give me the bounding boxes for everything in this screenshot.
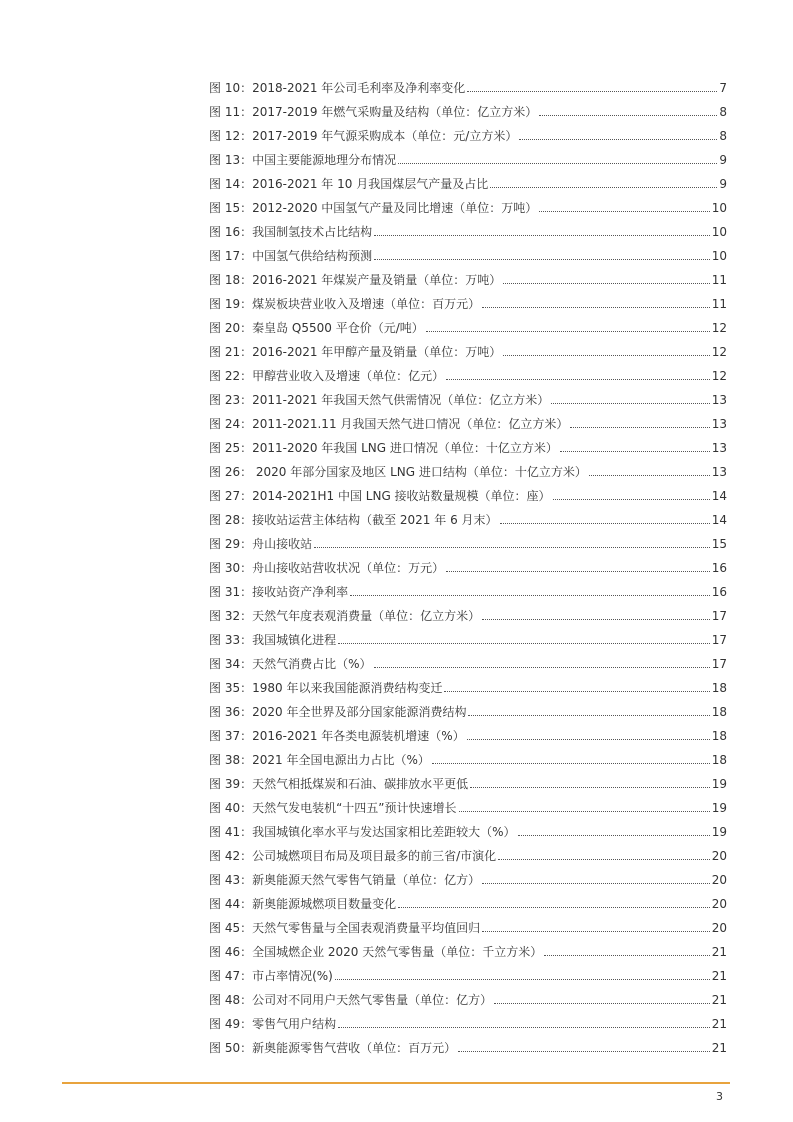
toc-entry[interactable] [209, 432, 727, 456]
toc-dot-leader [500, 522, 710, 524]
toc-dot-leader [553, 498, 710, 500]
toc-entry-page: 18 [711, 753, 727, 767]
toc-entry[interactable] [209, 120, 727, 144]
toc-entry-label: 图 10：2018-2021 年公司毛利率及净利率变化 [209, 81, 466, 95]
toc-entry-page: 19 [711, 801, 727, 815]
toc-entry[interactable] [209, 288, 727, 312]
toc-entry-page: 12 [711, 369, 727, 383]
toc-entry-label: 图 13：中国主要能源地理分布情况 [209, 153, 397, 167]
toc-entry-label: 图 28：接收站运营主体结构（截至 2021 年 6 月末） [209, 513, 498, 527]
toc-entry-label: 图 47：市占率情况(%) [209, 969, 333, 983]
toc-entry-page: 14 [711, 489, 727, 503]
toc-entry[interactable] [209, 864, 727, 888]
toc-entry-page: 7 [719, 81, 727, 95]
toc-entry-label: 图 15：2012-2020 中国氢气产量及同比增速（单位：万吨） [209, 201, 538, 215]
toc-entry[interactable] [209, 1032, 727, 1056]
toc-dot-leader [467, 738, 710, 740]
toc-entry-label: 图 29：舟山接收站 [209, 537, 313, 551]
toc-entry[interactable] [209, 552, 727, 576]
toc-entry[interactable] [209, 456, 727, 480]
toc-entry[interactable] [209, 72, 727, 96]
toc-entry[interactable] [209, 480, 727, 504]
toc-entry[interactable] [209, 528, 727, 552]
toc-entry-label: 图 46：全国城燃企业 2020 天然气零售量（单位：千立方米） [209, 945, 543, 959]
toc-dot-leader [518, 834, 710, 836]
toc-entry-page: 20 [711, 921, 727, 935]
toc-entry-label: 图 21：2016-2021 年甲醇产量及销量（单位：万吨） [209, 345, 502, 359]
toc-entry-label: 图 33：我国城镇化进程 [209, 633, 337, 647]
toc-dot-leader [539, 210, 709, 212]
toc-dot-leader [314, 546, 710, 548]
toc-entry-label: 图 34：天然气消费占比（%） [209, 657, 372, 671]
toc-dot-leader [426, 330, 710, 332]
toc-entry[interactable] [209, 504, 727, 528]
toc-entry-page: 18 [711, 681, 727, 695]
toc-entry[interactable] [209, 144, 727, 168]
toc-entry-page: 13 [711, 393, 727, 407]
toc-entry[interactable] [209, 1008, 727, 1032]
toc-entry-label: 图 20：秦皇岛 Q5500 平仓价（元/吨） [209, 321, 424, 335]
toc-entry[interactable] [209, 408, 727, 432]
toc-entry[interactable] [209, 816, 727, 840]
toc-entry[interactable] [209, 216, 727, 240]
toc-entry[interactable] [209, 576, 727, 600]
toc-entry-label: 图 19：煤炭板块营业收入及增速（单位：百万元） [209, 297, 481, 311]
toc-entry-label: 图 43：新奥能源天然气零售气销量（单位：亿方） [209, 873, 481, 887]
toc-entry-label: 图 27：2014-2021H1 中国 LNG 接收站数量规模（单位：座） [209, 489, 551, 503]
toc-entry[interactable] [209, 912, 727, 936]
toc-entry-page: 11 [711, 297, 727, 311]
toc-entry-page: 20 [711, 873, 727, 887]
toc-dot-leader [468, 714, 709, 716]
toc-dot-leader [459, 810, 710, 812]
toc-entry-page: 8 [719, 129, 727, 143]
toc-dot-leader [350, 594, 710, 596]
toc-dot-leader [482, 930, 710, 932]
toc-entry-label: 图 14：2016-2021 年 10 月我国煤层气产量及占比 [209, 177, 489, 191]
toc-entry-page: 17 [711, 609, 727, 623]
toc-entry[interactable] [209, 672, 727, 696]
toc-entry-label: 图 45：天然气零售量与全国表观消费量平均值回归 [209, 921, 481, 935]
toc-entry-page: 20 [711, 897, 727, 911]
toc-entry[interactable] [209, 240, 727, 264]
toc-entry-label: 图 42：公司城燃项目布局及项目最多的前三省/市演化 [209, 849, 497, 863]
toc-entry-page: 15 [711, 537, 727, 551]
toc-dot-leader [458, 1050, 710, 1052]
toc-entry-page: 13 [711, 441, 727, 455]
toc-dot-leader [467, 90, 717, 92]
toc-entry-label: 图 49：零售气用户结构 [209, 1017, 337, 1031]
toc-dot-leader [374, 666, 710, 668]
toc-entry-page: 21 [711, 1041, 727, 1055]
toc-entry-page: 10 [711, 249, 727, 263]
toc-entry-label: 图 36：2020 年全世界及部分国家能源消费结构 [209, 705, 467, 719]
footer-divider [62, 1082, 730, 1084]
toc-entry-label: 图 41：我国城镇化率水平与发达国家相比差距较大（%） [209, 825, 516, 839]
toc-entry-label: 图 35：1980 年以来我国能源消费结构变迁 [209, 681, 443, 695]
toc-entry-page: 12 [711, 321, 727, 335]
toc-entry-page: 21 [711, 969, 727, 983]
toc-entry-label: 图 30：舟山接收站营收状况（单位：万元） [209, 561, 445, 575]
toc-entry-label: 图 44：新奥能源城燃项目数量变化 [209, 897, 397, 911]
toc-entry[interactable] [209, 936, 727, 960]
toc-dot-leader [519, 138, 717, 140]
toc-entry-page: 17 [711, 633, 727, 647]
toc-dot-leader [398, 162, 717, 164]
toc-entry-label: 图 11：2017-2019 年燃气采购量及结构（单位：亿立方米） [209, 105, 538, 119]
toc-entry[interactable] [209, 600, 727, 624]
toc-entry[interactable] [209, 648, 727, 672]
toc-entry-label: 图 23：2011-2021 年我国天然气供需情况（单位：亿立方米） [209, 393, 550, 407]
toc-dot-leader [498, 858, 710, 860]
toc-entry[interactable] [209, 840, 727, 864]
toc-entry-page: 20 [711, 849, 727, 863]
toc-dot-leader [482, 306, 710, 308]
toc-entry-page: 16 [711, 585, 727, 599]
toc-dot-leader [432, 762, 710, 764]
toc-dot-leader [490, 186, 717, 188]
toc-entry-page: 18 [711, 705, 727, 719]
toc-dot-leader [589, 474, 710, 476]
toc-entry[interactable] [209, 384, 727, 408]
toc-entry[interactable] [209, 720, 727, 744]
toc-entry-page: 18 [711, 729, 727, 743]
toc-entry-page: 14 [711, 513, 727, 527]
toc-entry-page: 13 [711, 465, 727, 479]
toc-entry-label: 图 48：公司对不同用户天然气零售量（单位：亿方） [209, 993, 493, 1007]
toc-dot-leader [338, 642, 710, 644]
toc-entry-label: 图 24：2011-2021.11 月我国天然气进口情况（单位：亿立方米） [209, 417, 569, 431]
toc-dot-leader [482, 618, 710, 620]
toc-entry[interactable] [209, 312, 727, 336]
toc-entry-label: 图 37：2016-2021 年各类电源装机增速（%） [209, 729, 465, 743]
toc-entry-page: 21 [711, 945, 727, 959]
toc-entry-label: 图 39：天然气相抵煤炭和石油、碳排放水平更低 [209, 777, 469, 791]
toc-entry[interactable] [209, 744, 727, 768]
toc-dot-leader [446, 378, 710, 380]
toc-entry[interactable] [209, 336, 727, 360]
toc-entry[interactable] [209, 624, 727, 648]
toc-dot-leader [570, 426, 709, 428]
toc-dot-leader [551, 402, 709, 404]
page-number: 3 [716, 1090, 723, 1103]
toc-entry-label: 图 26： 2020 年部分国家及地区 LNG 进口结构（单位：十亿立方米） [209, 465, 587, 479]
toc-entry-label: 图 31：接收站资产净利率 [209, 585, 349, 599]
toc-dot-leader [503, 354, 709, 356]
toc-entry-page: 21 [711, 1017, 727, 1031]
toc-entry-page: 11 [711, 273, 727, 287]
toc-entry[interactable] [209, 984, 727, 1008]
toc-entry-label: 图 32：天然气年度表观消费量（单位：亿立方米） [209, 609, 481, 623]
table-of-figures [209, 72, 727, 1056]
toc-dot-leader [338, 1026, 710, 1028]
toc-entry-page: 17 [711, 657, 727, 671]
toc-entry-label: 图 40：天然气发电装机“十四五”预计快速增长 [209, 801, 457, 815]
toc-entry-page: 12 [711, 345, 727, 359]
toc-entry[interactable] [209, 168, 727, 192]
toc-entry-page: 10 [711, 201, 727, 215]
toc-dot-leader [503, 282, 709, 284]
toc-dot-leader [470, 786, 710, 788]
toc-dot-leader [446, 570, 710, 572]
toc-entry-label: 图 25：2011-2020 年我国 LNG 进口情况（单位：十亿立方米） [209, 441, 558, 455]
toc-entry-page: 19 [711, 777, 727, 791]
toc-entry-page: 19 [711, 825, 727, 839]
toc-dot-leader [544, 954, 709, 956]
toc-dot-leader [335, 978, 710, 980]
toc-entry[interactable] [209, 888, 727, 912]
toc-entry[interactable] [209, 360, 727, 384]
toc-entry[interactable] [209, 192, 727, 216]
toc-entry-label: 图 16：我国制氢技术占比结构 [209, 225, 373, 239]
toc-entry-label: 图 38：2021 年全国电源出力占比（%） [209, 753, 430, 767]
toc-entry-page: 8 [719, 105, 727, 119]
toc-dot-leader [374, 258, 710, 260]
toc-entry-page: 9 [719, 177, 727, 191]
toc-entry[interactable] [209, 792, 727, 816]
toc-entry-label: 图 22：甲醇营业收入及增速（单位：亿元） [209, 369, 445, 383]
toc-dot-leader [374, 234, 710, 236]
toc-dot-leader [444, 690, 709, 692]
toc-entry-page: 13 [711, 417, 727, 431]
toc-entry[interactable] [209, 96, 727, 120]
toc-entry-label: 图 18：2016-2021 年煤炭产量及销量（单位：万吨） [209, 273, 502, 287]
toc-entry[interactable] [209, 960, 727, 984]
toc-dot-leader [398, 906, 710, 908]
toc-entry[interactable] [209, 696, 727, 720]
toc-entry[interactable] [209, 264, 727, 288]
toc-entry-page: 16 [711, 561, 727, 575]
toc-entry-label: 图 17：中国氢气供给结构预测 [209, 249, 373, 263]
toc-dot-leader [482, 882, 710, 884]
toc-entry-page: 9 [719, 153, 727, 167]
toc-entry-page: 21 [711, 993, 727, 1007]
toc-dot-leader [539, 114, 717, 116]
toc-entry-label: 图 12：2017-2019 年气源采购成本（单位：元/立方米） [209, 129, 518, 143]
toc-entry[interactable] [209, 768, 727, 792]
toc-entry-page: 10 [711, 225, 727, 239]
toc-dot-leader [560, 450, 710, 452]
toc-entry-label: 图 50：新奥能源零售气营收（单位：百万元） [209, 1041, 457, 1055]
toc-dot-leader [494, 1002, 710, 1004]
